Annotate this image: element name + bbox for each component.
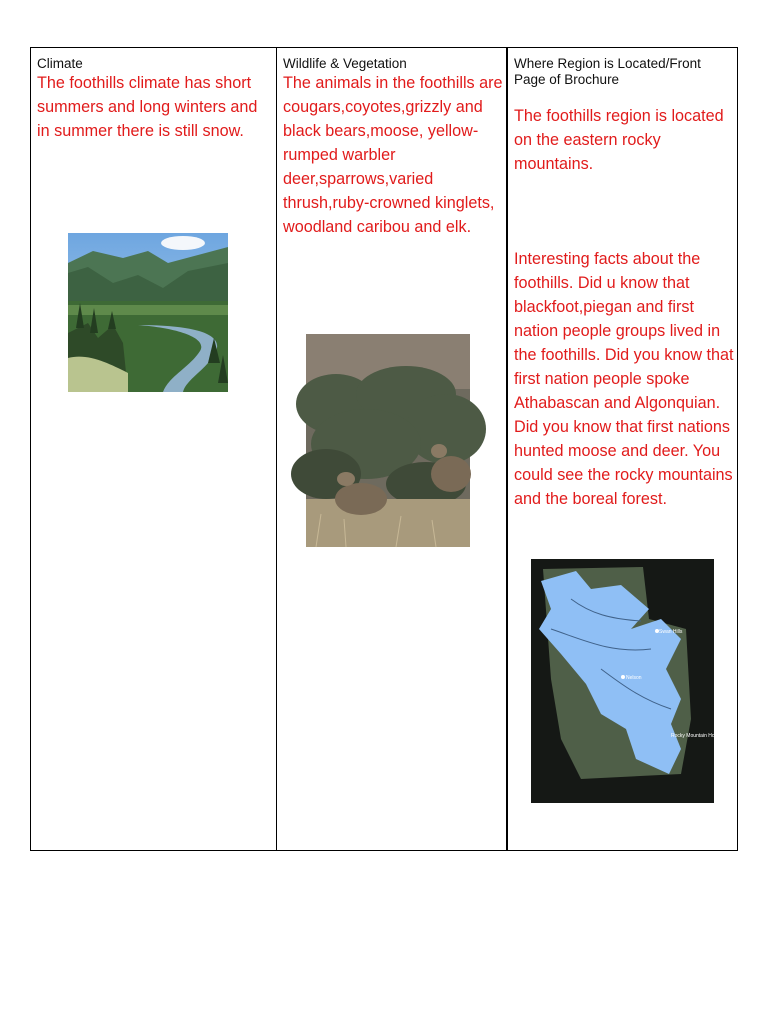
wildlife-header: Wildlife & Vegetation [283,56,407,71]
map-label-1: Swan Hills [659,629,683,635]
location-column [506,48,738,850]
map-label-3: Rocky Mountain House [671,733,723,739]
climate-header: Climate [37,56,83,71]
mountain-valley-photo [68,233,228,392]
wildlife-column [276,48,507,850]
alberta-map [531,559,723,803]
facts-text: Interesting facts about the foothills. Did u know that blackfoot,piegan and first nation people groups lived in the foothills. Did you know that first nation people spoke Athabascan and Algonquian. Did you know that first nations hunted moose and deer. You could see the rocky mountains and the boreal forest. [514,250,734,508]
deer-photo [306,334,470,547]
map-label-2: Nelson [626,675,642,681]
climate-text: The foothills climate has short summers and long winters and in summer there is still snow. [37,74,258,140]
brochure-table [30,47,738,851]
location-text: The foothills region is located on the eastern rocky mountains. [514,107,724,173]
location-header: Where Region is Located/Front Page of Brochure [514,56,701,87]
wildlife-text: The animals in the foothills are cougars,coyotes,grizzly and black bears,moose, yellow-rumped warbler deer,sparrows,varied thrush,ruby-crowned kinglets, woodland caribou and elk. [283,74,503,236]
climate-column [31,48,276,850]
